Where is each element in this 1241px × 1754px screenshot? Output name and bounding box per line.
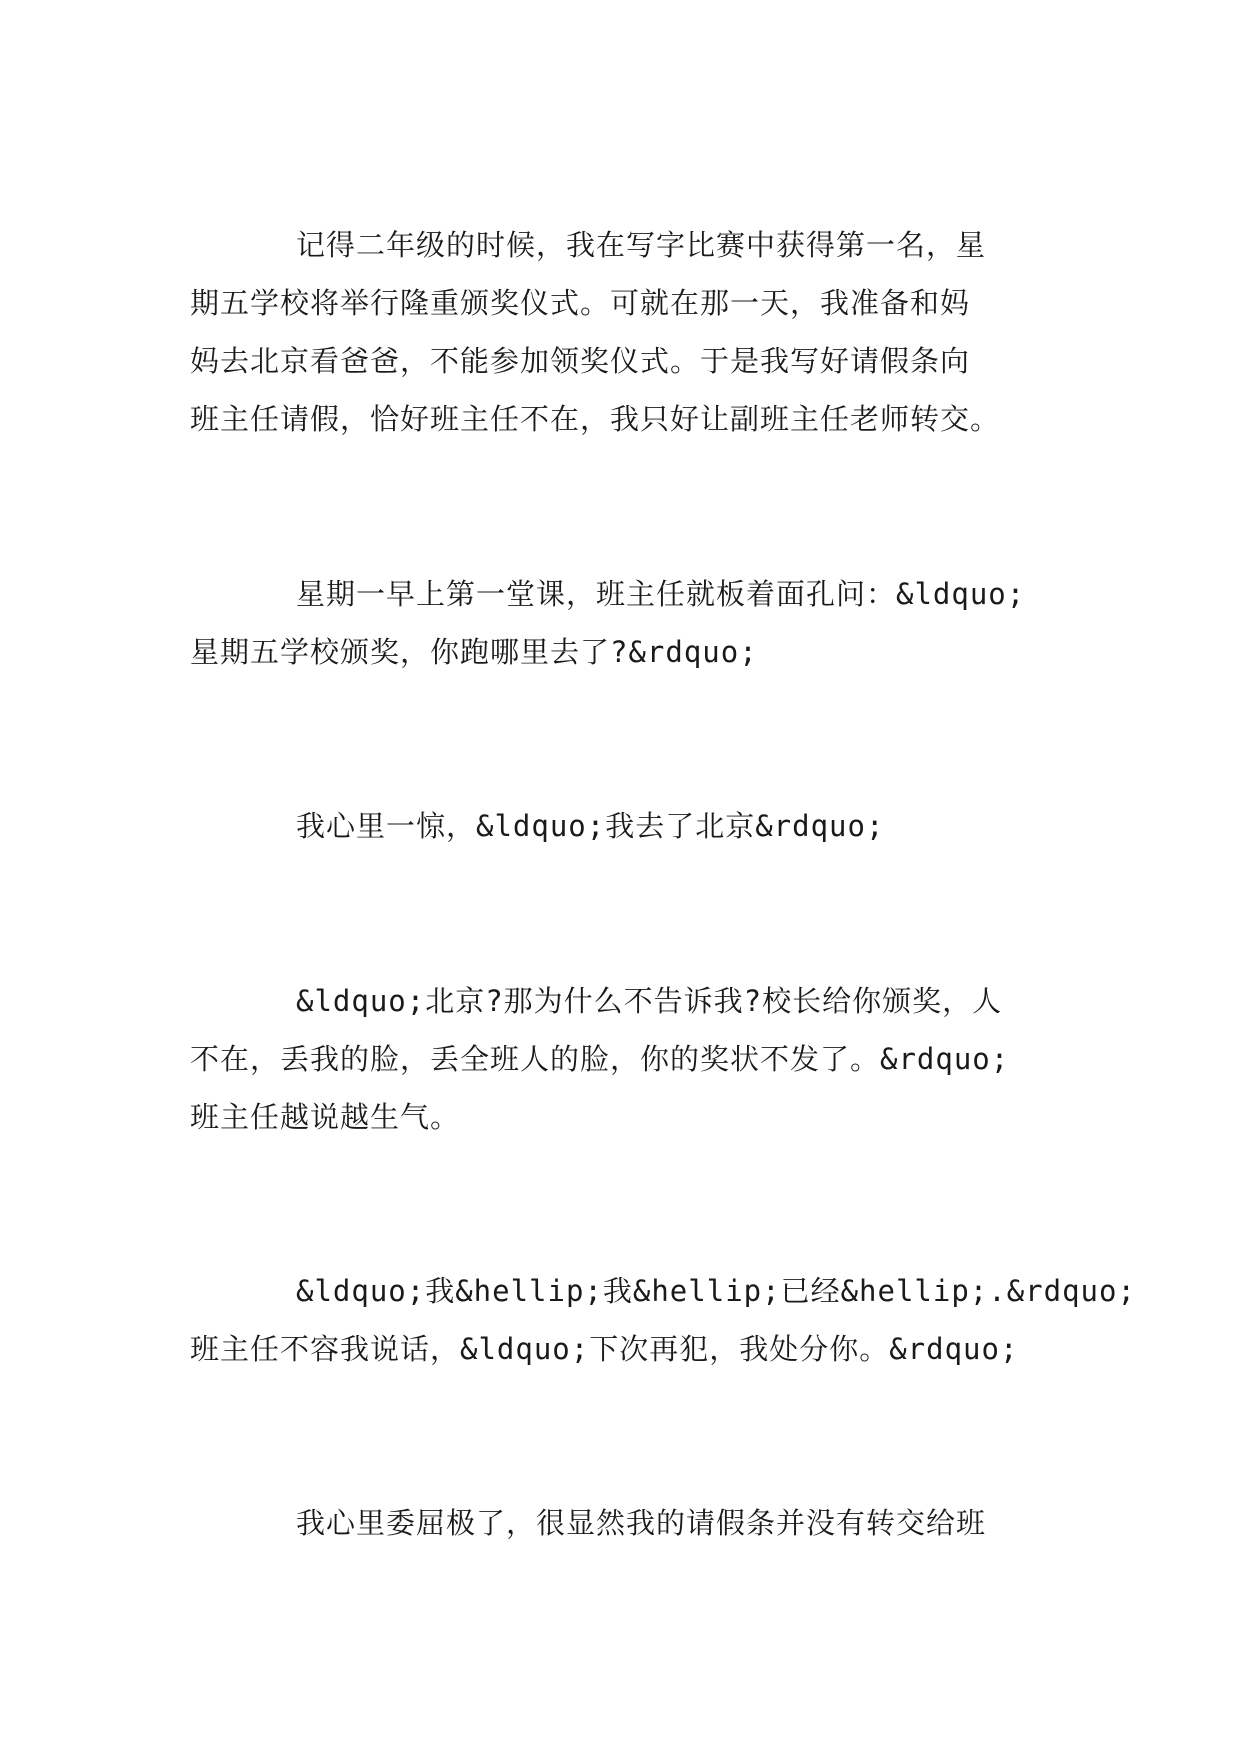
- paragraph-line: 记得二年级的时候，我在写字比赛中获得第一名，星: [296, 228, 987, 262]
- paragraph-5: [190, 1262, 1136, 1378]
- paragraph-line: 期五学校将举行隆重颁奖仪式。可就在那一天，我准备和妈: [190, 286, 971, 320]
- paragraph-3: [190, 797, 1060, 855]
- paragraph-line: 妈去北京看爸爸，不能参加领奖仪式。于是我写好请假条向: [190, 344, 971, 378]
- paragraph-6: [190, 1494, 1060, 1552]
- paragraph-line: 星期五学校颁奖，你跑哪里去了?&rdquo;: [190, 635, 758, 669]
- paragraph-4: [190, 972, 1060, 1146]
- paragraph-line: 我心里委屈极了，很显然我的请假条并没有转交给班: [296, 1506, 987, 1540]
- paragraph-line: 班主任不容我说话，&ldquo;下次再犯，我处分你。&rdquo;: [190, 1332, 1019, 1366]
- paragraph-line: 班主任越说越生气。: [190, 1100, 461, 1134]
- paragraph-line: &ldquo;北京?那为什么不告诉我?校长给你颁奖，人: [296, 984, 1003, 1018]
- paragraph-2: [190, 565, 1060, 681]
- paragraph-line: &ldquo;我&hellip;我&hellip;已经&hellip;.&rdquo;: [296, 1274, 1136, 1308]
- paragraph-line: 不在，丢我的脸，丢全班人的脸，你的奖状不发了。&rdquo;: [190, 1042, 1010, 1076]
- paragraph-1: [190, 216, 1060, 448]
- paragraph-line: 我心里一惊，&ldquo;我去了北京&rdquo;: [296, 809, 885, 843]
- paragraph-line: 星期一早上第一堂课，班主任就板着面孔问：&ldquo;: [296, 577, 1026, 611]
- paragraph-line: 班主任请假，恰好班主任不在，我只好让副班主任老师转交。: [190, 402, 1001, 436]
